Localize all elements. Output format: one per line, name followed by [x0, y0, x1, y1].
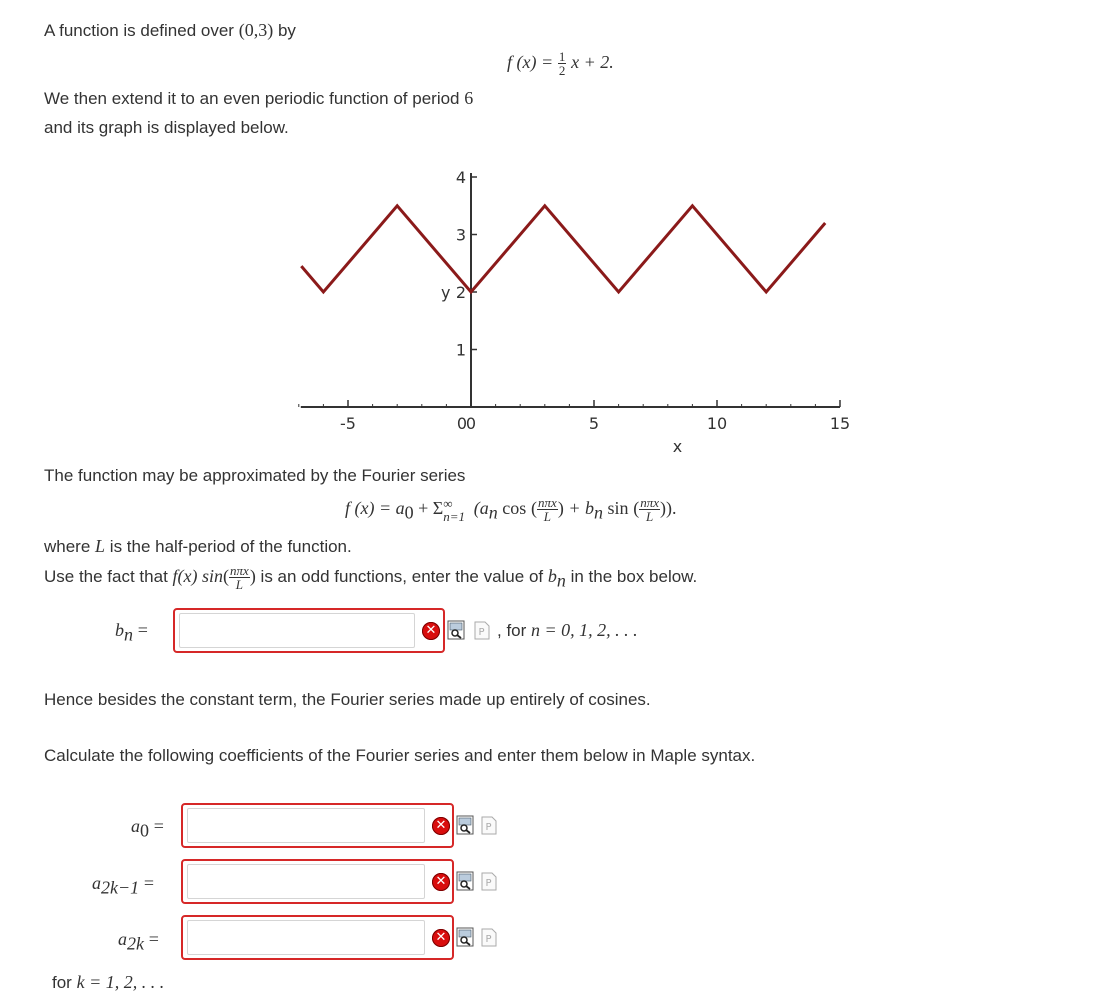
preview-icon[interactable]	[456, 927, 474, 947]
extend-line-1: We then extend it to an even periodic function of period 6	[44, 88, 474, 108]
calc-text: Calculate the following coefficients of the Fourier series and enter them below in Maple syntax.	[44, 746, 756, 765]
graph-axes	[301, 173, 840, 407]
graph-labels	[340, 168, 850, 433]
preview-icon[interactable]	[456, 871, 474, 891]
y-tick-label: 3	[455, 225, 466, 245]
a2k-minus-1-answer-frame	[181, 859, 454, 904]
bn-for-clause: , for n = 0, 1, 2, . . .	[497, 620, 638, 640]
svg-text:P: P	[485, 878, 492, 889]
x-tick-label: 0	[465, 414, 477, 433]
interval: (0,3)	[238, 20, 274, 40]
bn-input[interactable]	[179, 613, 415, 648]
intro-line: A function is defined over (0,3) by	[44, 20, 296, 40]
sum-limits: ∞ n=1	[443, 495, 466, 524]
a0-input[interactable]	[187, 808, 425, 843]
fourier-formula: f $(x) = a_0 + \Sigma$ ∞ n=1 ($a_n$ cos ( $\frac{\text{nπx}}{L}$ ) + $b_n$ sin ( $\frac{\text{nπx}}{L}$ )).	[345, 495, 677, 524]
where-line: where L is the half-period of the function.	[44, 536, 352, 556]
error-x-icon: ✕	[422, 622, 440, 640]
bn-label: $b_n$ =	[115, 620, 148, 645]
x-tick-label: 15	[829, 414, 851, 433]
bn-answer-frame	[173, 608, 445, 653]
preview-icon[interactable]	[447, 620, 465, 640]
footer-line: for k = 1, 2, . . .	[52, 972, 165, 992]
maple-help-icon[interactable]	[481, 816, 497, 835]
maple-help-icon[interactable]	[474, 621, 490, 640]
y-tick-label: 4	[455, 168, 466, 187]
maple-help-icon[interactable]	[481, 872, 497, 891]
a2k-input[interactable]	[187, 920, 425, 955]
origin-label: 0	[456, 414, 467, 433]
a0-answer-frame	[181, 803, 454, 848]
fourier-intro: The function may be approximated by the Fourier series	[44, 466, 466, 485]
function-definition: f (x) = $\frac{1}{2}$ x + 2.	[507, 49, 614, 78]
a2k-label: $a_{2k}$ =	[118, 929, 159, 954]
maple-help-icon[interactable]	[481, 928, 497, 947]
one-half-fraction: $\frac{1}{2}$	[558, 49, 566, 78]
svg-text:P: P	[485, 822, 492, 833]
error-x-icon: ✕	[432, 817, 450, 835]
error-x-icon: ✕	[432, 929, 450, 947]
period-value: 6	[464, 88, 474, 108]
svg-text:P: P	[485, 934, 492, 945]
hence-text: Hence besides the constant term, the Fourier series made up entirely of cosines.	[44, 690, 651, 709]
y-tick-label: 2	[455, 283, 466, 302]
a2k-answer-frame	[181, 915, 454, 960]
a2k-minus-1-label: $a_{2k-1}$ =	[92, 873, 155, 898]
graph-ticks	[299, 177, 840, 407]
x-tick-label: 10	[706, 414, 728, 433]
y-tick-label: 1	[455, 340, 466, 360]
preview-icon[interactable]	[456, 815, 474, 835]
x-tick-label: 5	[588, 414, 600, 433]
svg-text:P: P	[478, 627, 485, 638]
periodic-curve	[301, 206, 825, 292]
function-graph	[250, 150, 890, 460]
extend-line-2: and its graph is displayed below.	[44, 118, 289, 137]
y-axis-label: y	[441, 283, 451, 302]
x-tick-label: -5	[340, 414, 356, 433]
x-axis-label: x	[672, 437, 683, 456]
error-x-icon: ✕	[432, 873, 450, 891]
a0-label: $a_0$ =	[131, 816, 164, 841]
a2k-minus-1-input[interactable]	[187, 864, 425, 899]
use-fact-line: Use the fact that f(x) sin( $\frac{\text{nπx}}{L}$ ) is an odd functions, enter the value of $b_n$ in the box below.	[44, 563, 698, 592]
